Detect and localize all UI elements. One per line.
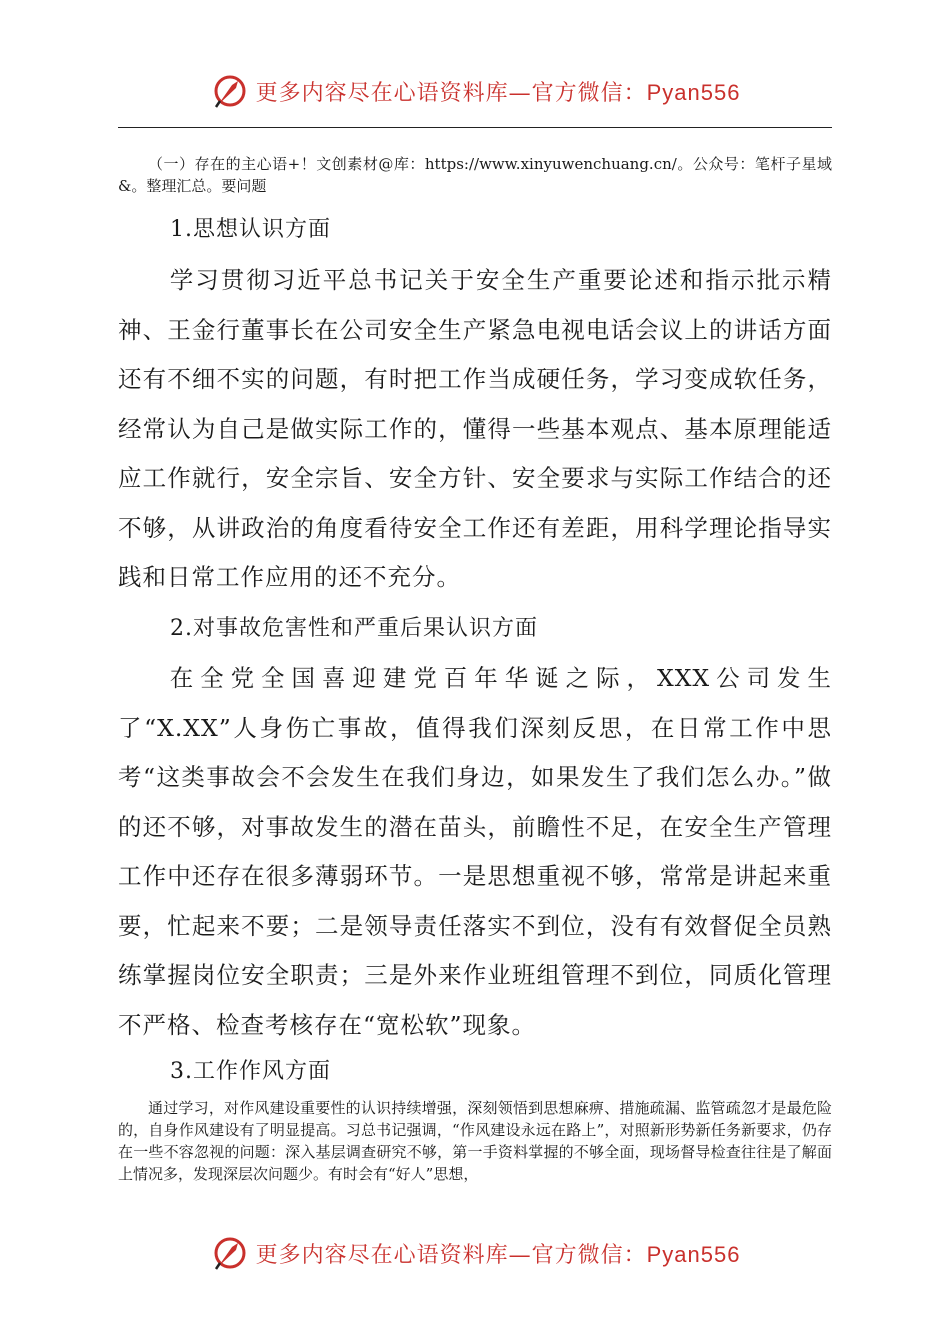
header-banner-text: 更多内容尽在心语资料库—官方微信：Pyan556: [255, 79, 741, 106]
section-3-heading: 3.工作作风方面: [170, 1059, 331, 1084]
header-divider: [118, 127, 832, 128]
footer-banner-text: 更多内容尽在心语资料库—官方微信：Pyan556: [255, 1241, 741, 1268]
footer-banner: [0, 1228, 950, 1278]
section-1-heading: 1.思想认识方面: [170, 217, 331, 242]
header-banner: [0, 66, 950, 116]
section-2-body: 在全党全国喜迎建党百年华诞之际，XXX公司发生了“X.XX”人身伤亡事故，值得我们深刻反思，在日常工作中思考“这类事故会不会发生在我们身边，如果发生了我们怎么办。”做的还不够，对事故发生的潜在苗头，前瞻性不足，在安全生产管理工作中还存在很多薄弱环节。一是思想重视不够，常常是讲起来重要，忙起来不要；二是领导责任落实不到位，没有有效督促全员熟练掌握岗位安全职责；三是外来作业班组管理不到位，同质化管理不严格、检查考核存在“宽松软”现象。: [118, 664, 832, 1039]
section-3-body: 通过学习，对作风建设重要性的认识持续增强，深刻领悟到思想麻痹、措施疏漏、监管疏忽才是最危险的，自身作风建设有了明显提高。习总书记强调，“作风建设永远在路上”，对照新形势新任务新要求，仍存在一些不容忽视的问题：深入基层调查研究不够，第一手资料掌握的不够全面，现场督导检查往往是了解面上情况多，发现深层次问题少。有时会有“好人”思想，: [118, 1099, 832, 1183]
intro-line: （一）存在的主心语+！文创素材@库：https://www.xinyuwenchuang.cn/。公众号：笔杆子星域&。整理汇总。要问题: [118, 155, 832, 195]
section-1-body: 学习贯彻习近平总书记关于安全生产重要论述和指示批示精神、王金行董事长在公司安全生产紧急电视电话会议上的讲话方面还有不细不实的问题，有时把工作当成硬任务，学习变成软任务，经常认为自己是做实际工作的，懂得一些基本观点、基本原理能适应工作就行，安全宗旨、安全方针、安全要求与实际工作结合的还不够，从讲政治的角度看待安全工作还有差距，用科学理论指导实践和日常工作应用的还不充分。: [118, 266, 832, 591]
section-2-heading: 2.对事故危害性和严重后果认识方面: [170, 616, 538, 641]
brush-logo-icon: [210, 1233, 250, 1273]
brush-logo-icon: [210, 71, 250, 111]
